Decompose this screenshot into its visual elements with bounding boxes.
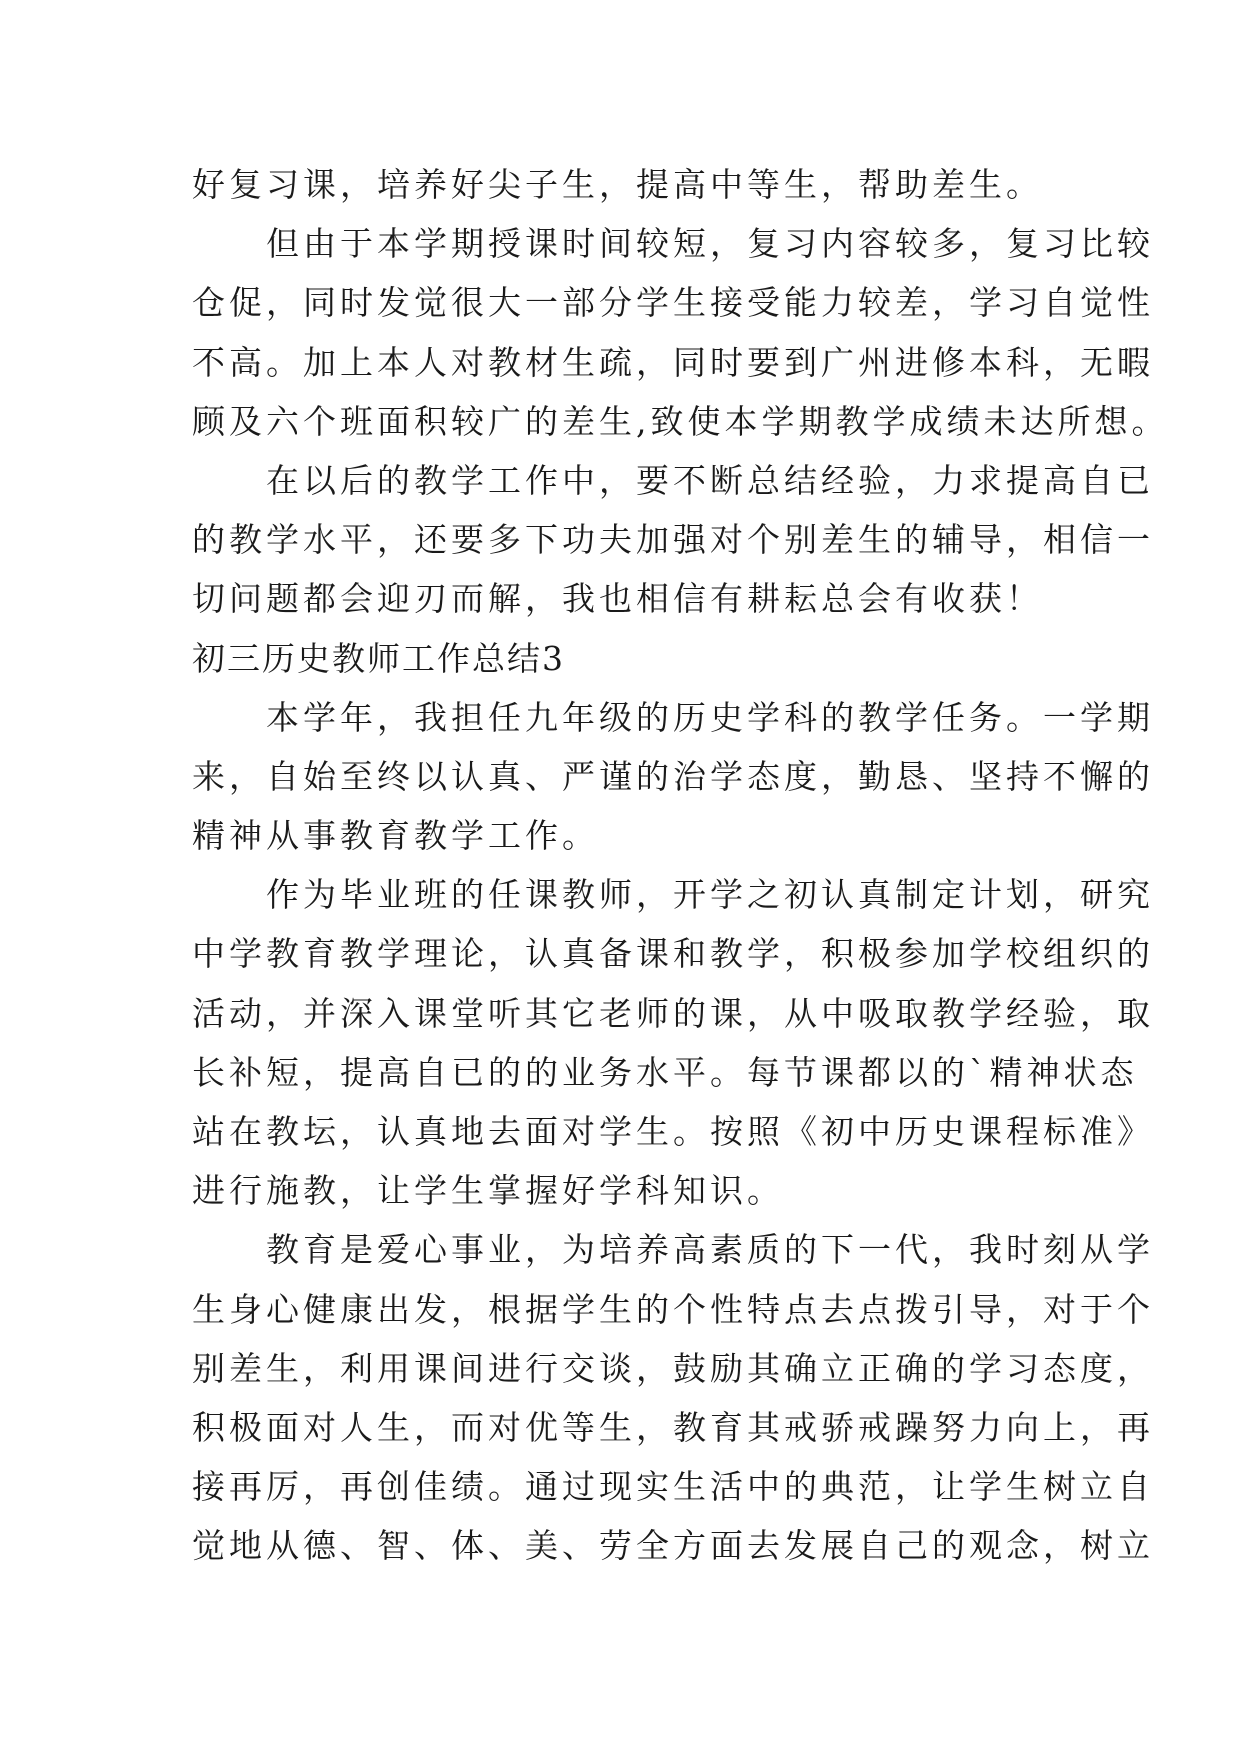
- text-line: 进行施教，让学生掌握好学科知识。: [192, 1171, 784, 1211]
- section-heading: 初三历史教师工作总结3: [192, 638, 565, 678]
- text-line: 接再厉，再创佳绩。通过现实生活中的典范，让学生树立自: [192, 1467, 1154, 1507]
- text-line: 活动，并深入课堂听其它老师的课，从中吸取教学经验，取: [192, 993, 1154, 1033]
- text-line: 不高。加上本人对教材生疏，同时要到广州进修本科，无暇: [192, 342, 1154, 382]
- text-line: 站在教坛，认真地去面对学生。按照《初中历史课程标准》: [192, 1112, 1154, 1151]
- text-line: 长补短，提高自已的的业务水平。每节课都以的`精神状态: [192, 1052, 1138, 1092]
- text-line: 生身心健康出发，根据学生的个性特点去点拨引导，对于个: [192, 1289, 1154, 1329]
- text-line: 积极面对人生，而对优等生，教育其戒骄戒躁努力向上，再: [192, 1407, 1154, 1447]
- text-line: 切问题都会迎刃而解，我也相信有耕耘总会有收获！: [192, 579, 1043, 619]
- text-line: 精神从事教育教学工作。: [192, 816, 599, 856]
- text-line: 的教学水平，还要多下功夫加强对个别差生的辅导，相信一: [192, 520, 1154, 560]
- text-line: 别差生，利用课间进行交谈，鼓励其确立正确的学习态度，: [192, 1348, 1154, 1388]
- text-line: 觉地从德、智、体、美、劳全方面去发展自己的观念，树立: [192, 1526, 1154, 1566]
- text-line: 本学年，我担任九年级的历史学科的教学任务。一学期: [192, 697, 1154, 737]
- text-line: 中学教育教学理论，认真备课和教学，积极参加学校组织的: [192, 934, 1154, 974]
- document-body: [192, 155, 1169, 1576]
- text-line: 来，自始至终以认真、严谨的治学态度，勤恳、坚持不懈的: [192, 756, 1154, 796]
- text-line: 教育是爱心事业，为培养高素质的下一代，我时刻从学: [192, 1230, 1154, 1270]
- text-line: 但由于本学期授课时间较短，复习内容较多，复习比较: [192, 224, 1154, 264]
- text-line: 作为毕业班的任课教师，开学之初认真制定计划，研究: [192, 875, 1154, 915]
- text-line: 好复习课，培养好尖子生，提高中等生，帮助差生。: [192, 165, 1043, 204]
- text-line: 仓促，同时发觉很大一部分学生接受能力较差，学习自觉性: [192, 283, 1154, 323]
- text-line: 在以后的教学工作中，要不断总结经验，力求提高自已: [192, 460, 1154, 500]
- text-line: 顾及六个班面积较广的差生,致使本学期教学成绩未达所想。: [192, 401, 1169, 441]
